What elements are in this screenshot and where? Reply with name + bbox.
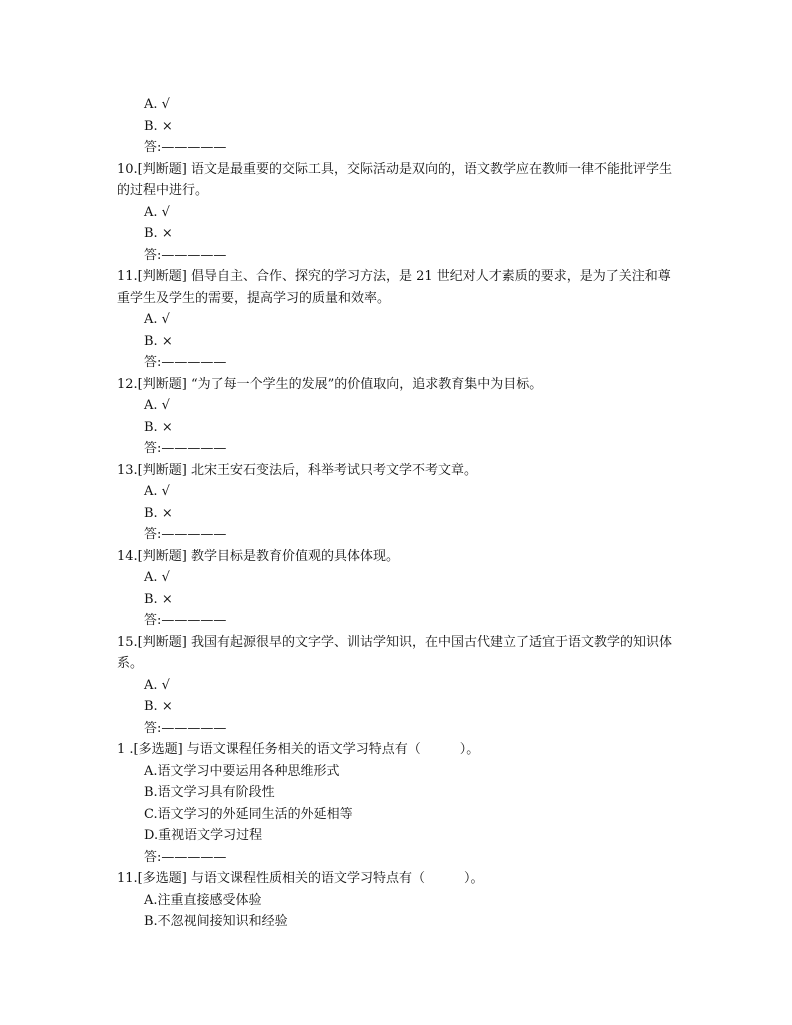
- answer-line: 答:—————: [144, 720, 227, 736]
- question-stem: 10.[判断题] 语文是最重要的交际工具，交际活动是双向的，语文教学应在教师一律不能批评学生的过程中进行。: [117, 161, 672, 198]
- question-block: [117, 266, 677, 374]
- option-d: D.重视语文学习过程: [144, 828, 263, 843]
- question-stem: 11.[判断题] 倡导自主、合作、探究的学习方法，是 21 世纪对人才素质的要求，是为了关注和尊重学生及学生的需要，提高学习的质量和效率。: [117, 269, 671, 306]
- option-c: C.语文学习的外延同生活的外延相等: [144, 806, 353, 822]
- option-b: B. ×: [144, 419, 173, 435]
- question-list: [117, 94, 677, 933]
- question-block: [117, 374, 677, 460]
- question-block: [117, 159, 677, 267]
- question-stem: 12.[判断题] “为了每一个学生的发展”的价值取向，追求教育集中为目标。: [117, 376, 543, 392]
- question-block: [117, 868, 677, 933]
- question-block: [117, 460, 677, 546]
- option-b: B. ×: [144, 118, 173, 134]
- option-a: A. √: [144, 484, 170, 499]
- question-stem: 14.[判断题] 教学目标是教育价值观的具体体现。: [117, 548, 399, 564]
- option-a: A. √: [144, 97, 170, 112]
- question-block: [117, 632, 677, 740]
- question-block: [117, 546, 677, 632]
- question-stem: 11.[多选题] 与语文课程性质相关的语文学习特点有（ ）。: [117, 871, 484, 886]
- question-stem: 1 .[多选题] 与语文课程任务相关的语文学习特点有（ ）。: [117, 742, 480, 757]
- answer-line: 答:—————: [144, 247, 227, 263]
- answer-line: 答:—————: [144, 849, 227, 865]
- option-a: A. √: [144, 677, 170, 693]
- question-stem: 15.[判断题] 我国有起源很早的文字学、训诂学知识，在中国古代建立了适宜于语文教学的知识体系。: [117, 634, 672, 671]
- option-b: B.语文学习具有阶段性: [144, 785, 275, 800]
- answer-line: 答:—————: [144, 527, 227, 542]
- question-block-continued: [117, 94, 677, 159]
- option-b: B. ×: [144, 333, 173, 349]
- option-b: B.不忽视间接知识和经验: [144, 914, 288, 929]
- option-a: A.注重直接感受体验: [144, 892, 262, 908]
- answer-line: 答:—————: [144, 613, 227, 628]
- option-b: B. ×: [144, 505, 173, 521]
- option-b: B. ×: [144, 699, 173, 714]
- option-a: A. √: [144, 570, 170, 585]
- option-a: A. √: [144, 398, 170, 413]
- question-stem: 13.[判断题] 北宋王安石变法后，科举考试只考文学不考文章。: [117, 462, 477, 478]
- question-block: [117, 739, 677, 868]
- answer-line: 答:—————: [144, 140, 227, 155]
- option-b: B. ×: [144, 226, 173, 241]
- answer-line: 答:—————: [144, 441, 227, 456]
- answer-line: 答:—————: [144, 355, 227, 370]
- option-b: B. ×: [144, 591, 173, 607]
- option-a: A. √: [144, 204, 170, 220]
- option-a: A. √: [144, 312, 170, 327]
- option-a: A.语文学习中要运用各种思维形式: [144, 763, 340, 779]
